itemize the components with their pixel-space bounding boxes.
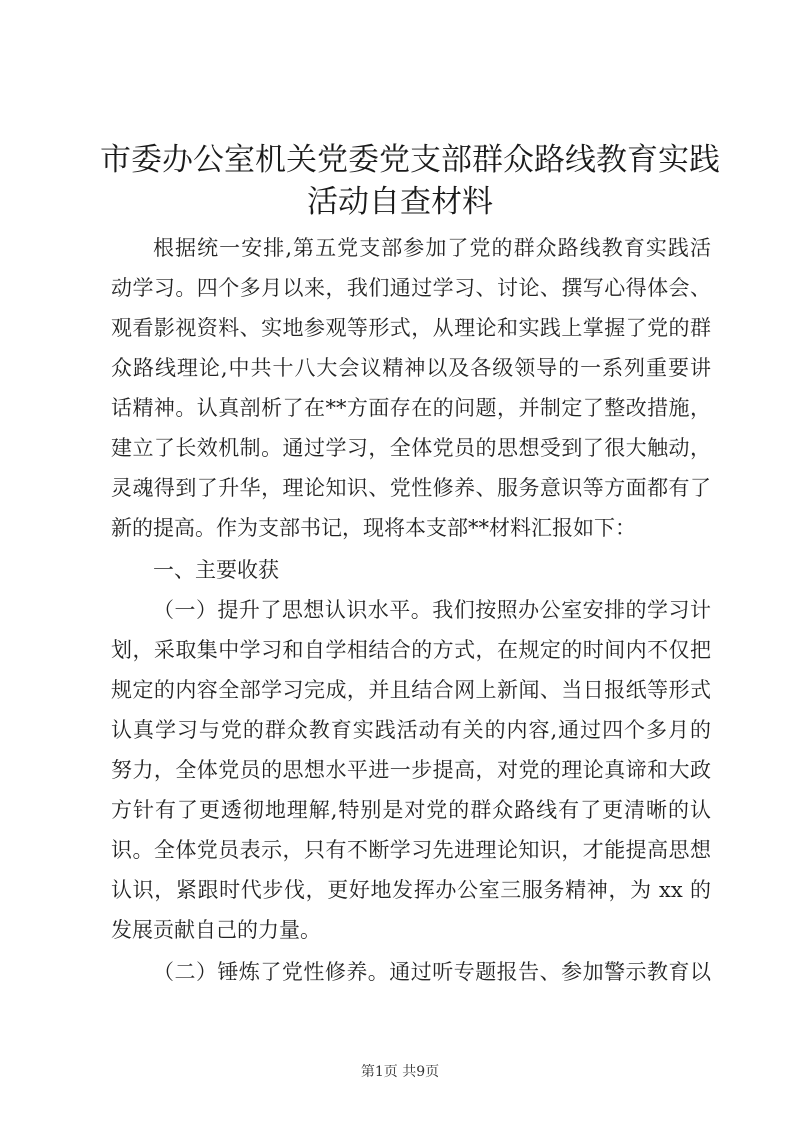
paragraph-line: 众路线理论,中共十八大会议精神以及各级领导的一系列重要讲	[111, 356, 711, 380]
paragraph-line: 努力，全体党员的思想水平进一步提高，对党的理论真谛和大政	[111, 758, 711, 782]
document-title-line-1: 市委办公室机关党委党支部群众路线教育实践	[100, 142, 720, 178]
paragraph-line: 发展贡献自己的力量。	[111, 918, 321, 942]
paragraph-line: 根据统一安排,第五党支部参加了党的群众路线教育实践活	[153, 236, 711, 260]
paragraph-line: 识。全体党员表示，只有不断学习先进理论知识，才能提高思想	[111, 838, 711, 862]
paragraph-line: 划，采取集中学习和自学相结合的方式，在规定的时间内不仅把	[111, 638, 711, 662]
paragraph-line: 新的提高。作为支部书记，现将本支部**材料汇报如下：	[111, 516, 636, 540]
paragraph-line: 观看影视资料、实地参观等形式，从理论和实践上掌握了党的群	[111, 316, 711, 340]
paragraph-line: 话精神。认真剖析了在**方面存在的问题，并制定了整改措施，	[111, 396, 711, 420]
paragraph-line: 建立了长效机制。通过学习，全体党员的思想受到了很大触动，	[111, 436, 711, 460]
paragraph-line: 认真学习与党的群众教育实践活动有关的内容,通过四个多月的	[111, 718, 711, 742]
paragraph-line: （二）锤炼了党性修养。通过听专题报告、参加警示教育以	[153, 960, 711, 984]
paragraph-line: 认识，紧跟时代步伐，更好地发挥办公室三服务精神，为 xx 的	[111, 878, 711, 902]
paragraph-line: 动学习。四个多月以来，我们通过学习、讨论、撰写心得体会、	[111, 276, 711, 300]
section-heading: 一、主要收获	[153, 558, 279, 582]
paragraph-line: 方针有了更透彻地理解,特别是对党的群众路线有了更清晰的认	[111, 798, 711, 822]
paragraph-line: 灵魂得到了升华，理论知识、党性修养、服务意识等方面都有了	[111, 476, 711, 500]
document-title-line-2: 活动自查材料	[307, 184, 493, 220]
paragraph-line: （一）提升了思想认识水平。我们按照办公室安排的学习计	[153, 598, 711, 622]
paragraph-line: 规定的内容全部学习完成，并且结合网上新闻、当日报纸等形式	[111, 678, 711, 702]
page-number-footer: 第1页 共9页	[360, 1064, 440, 1080]
